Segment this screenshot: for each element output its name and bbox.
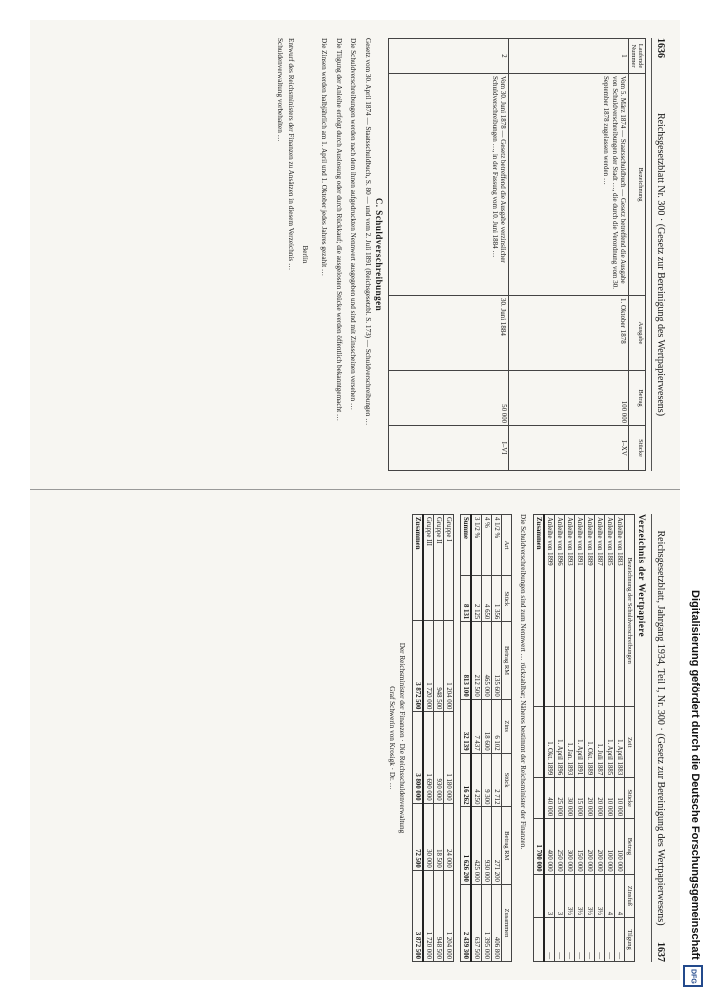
table-cell: 1. Okt. 1899 — [544, 707, 555, 778]
entry-amount: 100 000 — [509, 371, 629, 426]
table-cell: 18 500 — [434, 803, 444, 870]
table-cell: 15 000 — [575, 778, 585, 819]
table-cell: Gruppe II — [434, 515, 444, 621]
table-cell: 2 125 — [471, 576, 482, 622]
table-row — [575, 515, 585, 962]
paragraph: Die Schuldverschreibungen werden nach dem ihnen aufgedruckten Nennwert ausgegeben und sind mit Zinsscheinen versehen … — [349, 38, 358, 411]
table-row — [389, 39, 509, 471]
table-cell: — — [605, 918, 615, 962]
table-cell: 948 500 — [434, 870, 444, 961]
table-cell: Anleihe von 1893 — [565, 515, 575, 707]
table-row — [434, 515, 444, 962]
summary-table — [460, 514, 512, 962]
table-cell: 637 500 — [471, 884, 482, 961]
table-cell: Anleihe von 1899 — [544, 515, 555, 707]
total-cell: 16 262 — [461, 753, 472, 807]
table-cell: 930 000 — [482, 807, 492, 884]
col-header: Zeit — [625, 707, 635, 778]
entry-amount: 50 000 — [389, 371, 509, 426]
table-cell: 1. Okt. 1889 — [585, 707, 595, 778]
right-section-title: Verzeichnis der Wertpapiere — [637, 514, 647, 638]
table-cell: 7 437 — [471, 699, 482, 753]
table-cell: 135 600 — [492, 622, 502, 699]
footer-note: Entwurf des Reichsministers der Finanzen zu Ansätzen in diesem Verzeichnis … — [286, 38, 295, 271]
table-cell: 4 250 — [471, 753, 482, 807]
table-cell: 400 000 — [544, 819, 555, 875]
right-page — [30, 496, 680, 980]
table-cell: 30 000 — [565, 778, 575, 819]
total-cell: 1 626 200 — [461, 807, 472, 884]
table-cell: 1 356 — [492, 576, 502, 622]
table-row — [565, 515, 575, 962]
table-cell: 4 1/2 % — [492, 515, 502, 576]
table-cell: 3½ — [595, 874, 605, 918]
total-cell: 3 872 500 — [413, 621, 424, 712]
table-cell: — — [555, 918, 565, 962]
table-cell: 18 600 — [482, 699, 492, 753]
table-cell: Anleihe von 1889 — [585, 515, 595, 707]
table-cell: 1 204 000 — [444, 621, 454, 712]
table-cell: 465 000 — [482, 622, 492, 699]
table-cell: 4 — [615, 874, 625, 918]
table-cell: 406 800 — [492, 884, 502, 961]
table-row — [471, 515, 482, 962]
table-cell: 4 % — [482, 515, 492, 576]
table-cell: 20 000 — [585, 778, 595, 819]
table-cell: Anleihe von 1891 — [575, 515, 585, 707]
total-cell: 32 139 — [461, 699, 472, 753]
table-cell: 1. April 1891 — [575, 707, 585, 778]
table-cell: 25 000 — [555, 778, 565, 819]
total-cell: Summe — [461, 515, 472, 576]
securities-table — [533, 514, 635, 962]
col-header-desc: Bezeichnung — [629, 74, 646, 296]
total-cell: 813 100 — [461, 622, 472, 699]
table-cell: 1 204 000 — [444, 870, 454, 961]
entry-text: Vom 30. Juni 1878 — Gesetz betreffend die Ausgabe verzinslicher Schuldverschreibungen …, in der Fassung vom 10. Juni 1884 … — [389, 74, 509, 296]
col-header-issue: Ausgabe — [629, 296, 646, 371]
table-cell: 100 000 — [615, 819, 625, 875]
table-cell: — — [544, 918, 555, 962]
entry-nr: 2 — [389, 39, 509, 74]
right-page-header-title: Reichsgesetzblatt, Jahrgang 1934, Teil I, Nr. 300 · (Gesetz zur Bereinigung des Wertpapierwesens) — [655, 530, 666, 926]
table-cell: — — [565, 918, 575, 962]
table-cell: Gruppe III — [423, 515, 434, 621]
left-page-header — [651, 38, 666, 471]
table-cell: Anleihe von 1883 — [615, 515, 625, 707]
entry-pieces: I–VI — [389, 426, 509, 471]
table-cell: 1 720 000 — [423, 621, 434, 712]
table-cell: 1. Jan. 1893 — [565, 707, 575, 778]
signature-names: Graf Schwerin von Krosigk · Dr. … — [387, 686, 396, 790]
entry-text: Vom 5. März 1874 — Staatsschuldbuch — Gesetz betreffend die Ausgabe von Schuldverschreibungen der Stadt …, die durch die Verordnung vom 30. September 1878 zugelassen werden … — [509, 74, 629, 296]
table-cell: 1. Juli 1887 — [595, 707, 605, 778]
table-row — [595, 515, 605, 962]
left-page-header-title: Reichsgesetzblatt Nr. 300 · (Gesetz zur Bereinigung des Wertpapierwesens) — [655, 112, 666, 417]
table-cell: 40 000 — [544, 778, 555, 819]
table-cell: 250 000 — [555, 819, 565, 875]
table-cell: 1 690 000 — [423, 712, 434, 803]
table-cell: 3 — [544, 874, 555, 918]
table-cell: 6 102 — [492, 699, 502, 753]
col-header-pieces: Stücke — [629, 426, 646, 471]
col-header: Stück — [502, 753, 512, 807]
table-cell: 100 000 — [605, 819, 615, 875]
table-cell: 2 712 — [492, 753, 502, 807]
table-row — [423, 515, 434, 962]
table-cell: 24 000 — [444, 803, 454, 870]
table-cell: Anleihe von 1887 — [595, 515, 605, 707]
table-cell: 30 000 — [423, 803, 434, 870]
table-total-row — [461, 515, 472, 962]
entry-issue: 1. Oktober 1878 — [509, 296, 629, 371]
total-cell: 72 500 — [413, 803, 424, 870]
entry-pieces: I–XV — [509, 426, 629, 471]
table-cell: 3½ — [575, 874, 585, 918]
col-header: Zins — [502, 699, 512, 753]
table-row — [605, 515, 615, 962]
table-cell: — — [595, 918, 605, 962]
table-row — [482, 515, 492, 962]
sum-value: 1 700 000 — [534, 819, 545, 875]
right-page-number: 1637 — [655, 942, 666, 962]
table-cell: 150 000 — [575, 819, 585, 875]
table-row — [444, 515, 454, 962]
table-cell: — — [575, 918, 585, 962]
table-cell: 1 720 000 — [423, 870, 434, 961]
table-cell: 3 — [555, 874, 565, 918]
table-cell: 9 300 — [482, 753, 492, 807]
table-row — [544, 515, 555, 962]
table-cell: Anleihe von 1896 — [555, 515, 565, 707]
col-header: Art — [502, 515, 512, 576]
dfg-logo-icon: DFG — [683, 965, 703, 987]
left-register-table — [388, 38, 646, 471]
table-cell: 200 000 — [585, 819, 595, 875]
table-cell: 3½ — [565, 874, 575, 918]
signature-line: Der Reichsminister der Finanzen · Die Reichsschuldenverwaltung — [398, 642, 407, 834]
col-header: Zinsfuß — [625, 874, 635, 918]
table-cell: Anleihe von 1885 — [605, 515, 615, 707]
section-c-text: Gesetz vom 30. April 1874 — Staatsschuldbuch, S. 80 — und vom 2. Juli 1891 (Reichsgesetzbl. S. 173) — Schuldverschreibungen … — [364, 38, 372, 426]
table-row — [555, 515, 565, 962]
table-cell: Gruppe I — [444, 515, 454, 621]
table-cell: 3½ — [585, 874, 595, 918]
table-total-row — [534, 515, 545, 962]
table-cell: 300 000 — [565, 819, 575, 875]
table-cell: 10 000 — [615, 778, 625, 819]
table-cell: 20 000 — [595, 778, 605, 819]
col-header-amount: Betrag — [629, 371, 646, 426]
table-cell: 1. April 1896 — [555, 707, 565, 778]
table-note: Die Schuldverschreibungen sind zum Nennwert … rückzahlbar; Näheres bestimmt der Reichsminister der Finanzen. — [519, 514, 527, 850]
table-cell: 212 500 — [471, 622, 482, 699]
right-page-header — [651, 514, 666, 962]
rotated-double-page — [30, 20, 680, 980]
col-header: Stücke — [625, 778, 635, 819]
entry-nr: 1 — [509, 39, 629, 74]
col-header: Tilgung — [625, 918, 635, 962]
table-cell: 930 000 — [434, 712, 444, 803]
table-cell: 4 650 — [482, 576, 492, 622]
table-row — [585, 515, 595, 962]
col-header-nr: Laufende Nummer — [629, 39, 646, 74]
table-row — [615, 515, 625, 962]
sum-label: Zusammen — [534, 515, 545, 707]
footer-note: Schuldenverwaltung vorbehalten … — [276, 38, 285, 142]
col-header: Zusammen — [502, 884, 512, 961]
total-cell: 3 872 500 — [413, 870, 424, 961]
total-cell: 3 800 000 — [413, 712, 424, 803]
table-cell: — — [585, 918, 595, 962]
table-cell: 1 395 000 — [482, 884, 492, 961]
table-total-row — [413, 515, 424, 962]
col-header: Stück — [502, 576, 512, 622]
total-cell: Zusammen — [413, 515, 424, 621]
table-row — [492, 515, 502, 962]
left-page — [30, 20, 680, 490]
table-cell: 271 200 — [492, 807, 502, 884]
section-c-title: C. Schuldverschreibungen — [374, 197, 384, 312]
sign-place: Berlin — [301, 245, 310, 264]
paragraph: Die Zinsen werden halbjährlich am 1. April und 1. Oktober jedes Jahres gezahlt … — [320, 38, 329, 277]
table-cell: — — [615, 918, 625, 962]
table-cell: 425 000 — [471, 807, 482, 884]
table-cell: 948 500 — [434, 621, 444, 712]
digitization-stamp: Digitalisierung gefördert durch die Deutsche Forschungsgemeinschaft — [689, 590, 701, 960]
table-cell: 3 1/2 % — [471, 515, 482, 576]
paragraph: Die Tilgung der Anleihe erfolgt durch Auslosung oder durch Rückkauf; die ausgelosten Stücke werden öffentlich bekanntgemacht … — [334, 38, 343, 422]
entry-issue: 30. Juni 1884 — [389, 296, 509, 371]
table-cell: 4 — [605, 874, 615, 918]
table-cell: 1. April 1883 — [615, 707, 625, 778]
table-cell: 1. April 1885 — [605, 707, 615, 778]
table-cell: 200 000 — [595, 819, 605, 875]
total-cell: 8 131 — [461, 576, 472, 622]
table-cell: 1 180 000 — [444, 712, 454, 803]
col-header: Betrag RM — [502, 807, 512, 884]
left-page-number: 1636 — [655, 38, 666, 58]
table-row — [509, 39, 629, 471]
total-cell: 2 439 300 — [461, 884, 472, 961]
col-header: Bezeichnung der Schuldverschreibungen — [625, 515, 635, 707]
group-table — [412, 514, 454, 962]
col-header: Betrag — [625, 819, 635, 875]
col-header: Betrag RM — [502, 622, 512, 699]
table-cell: 10 000 — [605, 778, 615, 819]
